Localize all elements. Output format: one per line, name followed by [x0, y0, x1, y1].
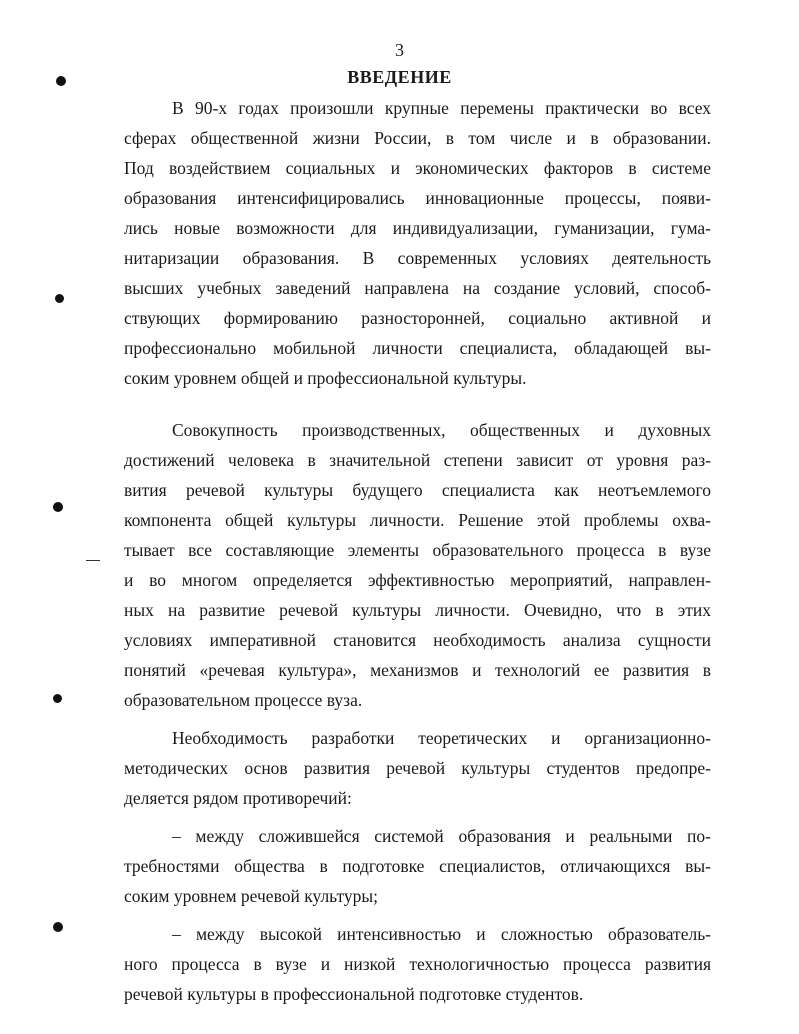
binding-hole-mark — [53, 694, 62, 703]
text-line: образования интенсифицировались инновационные процессы, появи- — [124, 188, 711, 208]
text-line: методических основ развития речевой культуры студентов предопре- — [124, 758, 711, 778]
page-number: 3 — [395, 40, 404, 60]
paragraph-1 — [124, 93, 711, 393]
text-line: речевой культуры в профессиональной подготовке студентов. — [124, 984, 584, 1004]
text-line: соким уровнем общей и профессиональной культуры. — [124, 368, 527, 388]
text-line: В 90-х годах произошли крупные перемены практически во всех — [172, 98, 711, 118]
text-line: достижений человека в значительной степени зависит от уровня раз- — [124, 450, 711, 470]
text-line: ных на развитие речевой культуры личности. Очевидно, что в этих — [124, 600, 711, 620]
text-line: – между высокой интенсивностью и сложностью образователь- — [172, 924, 711, 944]
document-body — [124, 93, 711, 1009]
text-line: деляется рядом противоречий: — [124, 788, 352, 808]
text-line: нитаризации образования. В современных условиях деятельность — [124, 248, 711, 268]
scan-speck — [86, 560, 100, 561]
binding-hole-mark — [53, 502, 63, 512]
binding-hole-mark — [53, 922, 63, 932]
text-line: и во многом определяется эффективностью мероприятий, направлен- — [124, 570, 711, 590]
text-line: Совокупность производственных, общественных и духовных — [172, 420, 711, 440]
text-line: – между сложившейся системой образования и реальными по- — [172, 826, 711, 846]
text-line: Под воздействием социальных и экономических факторов в системе — [124, 158, 711, 178]
text-line: условиях императивной становится необходимость анализа сущности — [124, 630, 711, 650]
text-line: требностями общества в подготовке специалистов, отличающихся вы- — [124, 856, 711, 876]
list-item — [124, 821, 711, 911]
list-item — [124, 919, 711, 1009]
text-line: профессионально мобильной личности специалиста, обладающей вы- — [124, 338, 711, 358]
text-line: понятий «речевая культура», механизмов и технологий ее развития в — [124, 660, 711, 680]
paragraph-2 — [124, 415, 711, 715]
text-line: ствующих формированию разносторонней, социально активной и — [124, 308, 711, 328]
text-line: компонента общей культуры личности. Решение этой проблемы охва- — [124, 510, 711, 530]
text-line: соким уровнем речевой культуры; — [124, 886, 379, 906]
page-title: ВВЕДЕНИЕ — [347, 67, 452, 87]
text-line: ного процесса в вузе и низкой технологичностью процесса развития — [124, 954, 711, 974]
binding-hole-mark — [55, 294, 64, 303]
text-line: высших учебных заведений направлена на создание условий, способ- — [124, 278, 711, 298]
paragraph-3 — [124, 723, 711, 813]
text-line: вития речевой культуры будущего специалиста как неотъемлемого — [124, 480, 711, 500]
text-line: тывает все составляющие элементы образовательного процесса в вузе — [124, 540, 711, 560]
text-line: лись новые возможности для индивидуализации, гуманизации, гума- — [124, 218, 711, 238]
text-line: образовательном процессе вуза. — [124, 690, 363, 710]
text-line: Необходимость разработки теоретических и организационно- — [172, 728, 711, 748]
binding-hole-mark — [56, 76, 66, 86]
text-line: сферах общественной жизни России, в том числе и в образовании. — [124, 128, 711, 148]
